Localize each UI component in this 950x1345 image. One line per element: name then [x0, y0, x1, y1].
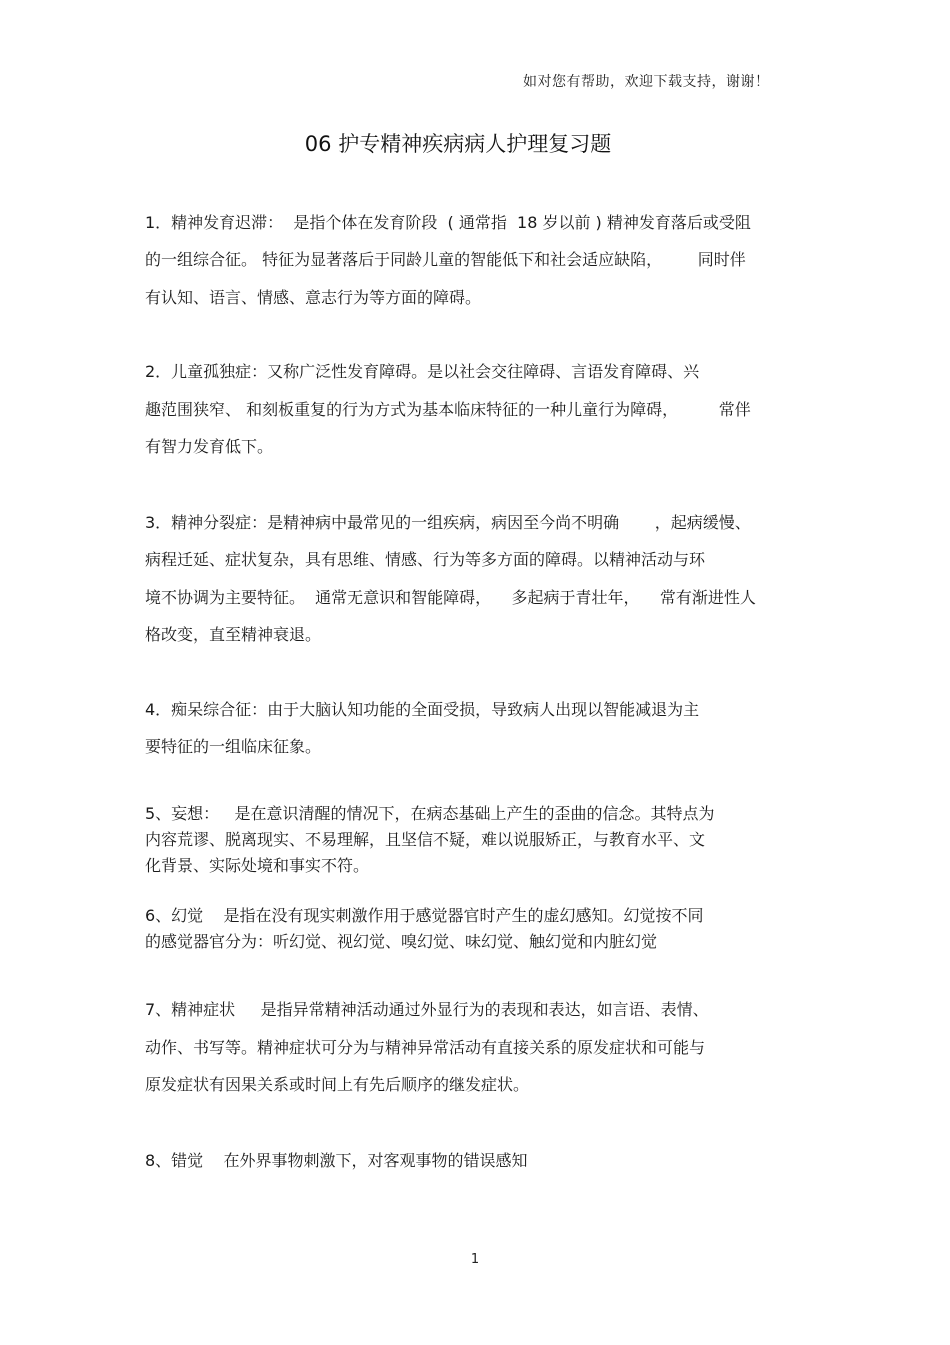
item-7-line-1: 7、精神症状 是指异常精神活动通过外显行为的表现和表达，如言语、表情、 [145, 1000, 709, 1019]
item-7-line-2: 动作、书写等。精神症状可分为与精神异常活动有直接关系的原发症状和可能与 [145, 1038, 706, 1057]
item-5-line-3: 化背景、实际处境和事实不符。 [145, 856, 370, 875]
page-title: 06 护专精神疾病病人护理复习题 [304, 132, 612, 156]
item-6-line-1: 6、幻觉 是指在没有现实刺激作用于感觉器官时产生的虚幻感知。幻觉按不同 [145, 906, 704, 925]
item-2-line-1: 2．儿童孤独症：又称广泛性发育障碍。是以社会交往障碍、言语发育障碍、兴 [145, 362, 700, 381]
item-2-line-3: 有智力发育低下。 [145, 437, 274, 456]
item-2-line-2: 趣范围狭窄、 和刻板重复的行为方式为基本临床特征的一种儿童行为障碍， 常伴 [145, 400, 751, 419]
header-note: 如对您有帮助，欢迎下载支持，谢谢！ [523, 74, 770, 90]
item-3-line-4: 格改变，直至精神衰退。 [145, 625, 322, 644]
item-1-line-1: 1．精神发育迟滞： 是指个体在发育阶段 ( 通常指 18 岁以前 ) 精神发育落后或受阻 [145, 213, 751, 232]
item-1-line-3: 有认知、语言、情感、意志行为等方面的障碍。 [145, 288, 482, 307]
item-6-line-2: 的感觉器官分为：听幻觉、视幻觉、嗅幻觉、味幻觉、触幻觉和内脏幻觉 [145, 932, 658, 951]
item-3-line-3: 境不协调为主要特征。 通常无意识和智能障碍， 多起病于青壮年， 常有渐进性人 [145, 588, 756, 607]
item-4-line-2: 要特征的一组临床征象。 [145, 737, 322, 756]
item-3-line-2: 病程迁延、症状复杂，具有思维、情感、行为等多方面的障碍。以精神活动与环 [145, 550, 706, 569]
item-5-line-1: 5、妄想： 是在意识清醒的情况下，在病态基础上产生的歪曲的信念。其特点为 [145, 804, 715, 823]
page-number: 1 [470, 1252, 480, 1267]
item-7-line-3: 原发症状有因果关系或时间上有先后顺序的继发症状。 [145, 1075, 530, 1094]
item-8-line-1: 8、错觉 在外界事物刺激下，对客观事物的错误感知 [145, 1151, 528, 1170]
item-5-line-2: 内容荒谬、脱离现实、不易理解，且坚信不疑，难以说服矫正，与教育水平、文 [145, 830, 706, 849]
item-3-line-1: 3．精神分裂症：是精神病中最常见的一组疾病，病因至今尚不明确 ，起病缓慢、 [145, 513, 751, 532]
item-4-line-1: 4．痴呆综合征：由于大脑认知功能的全面受损，导致病人出现以智能减退为主 [145, 700, 700, 719]
item-1-line-2: 的一组综合征。 特征为显著落后于同龄儿童的智能低下和社会适应缺陷， 同时伴 [145, 250, 746, 269]
